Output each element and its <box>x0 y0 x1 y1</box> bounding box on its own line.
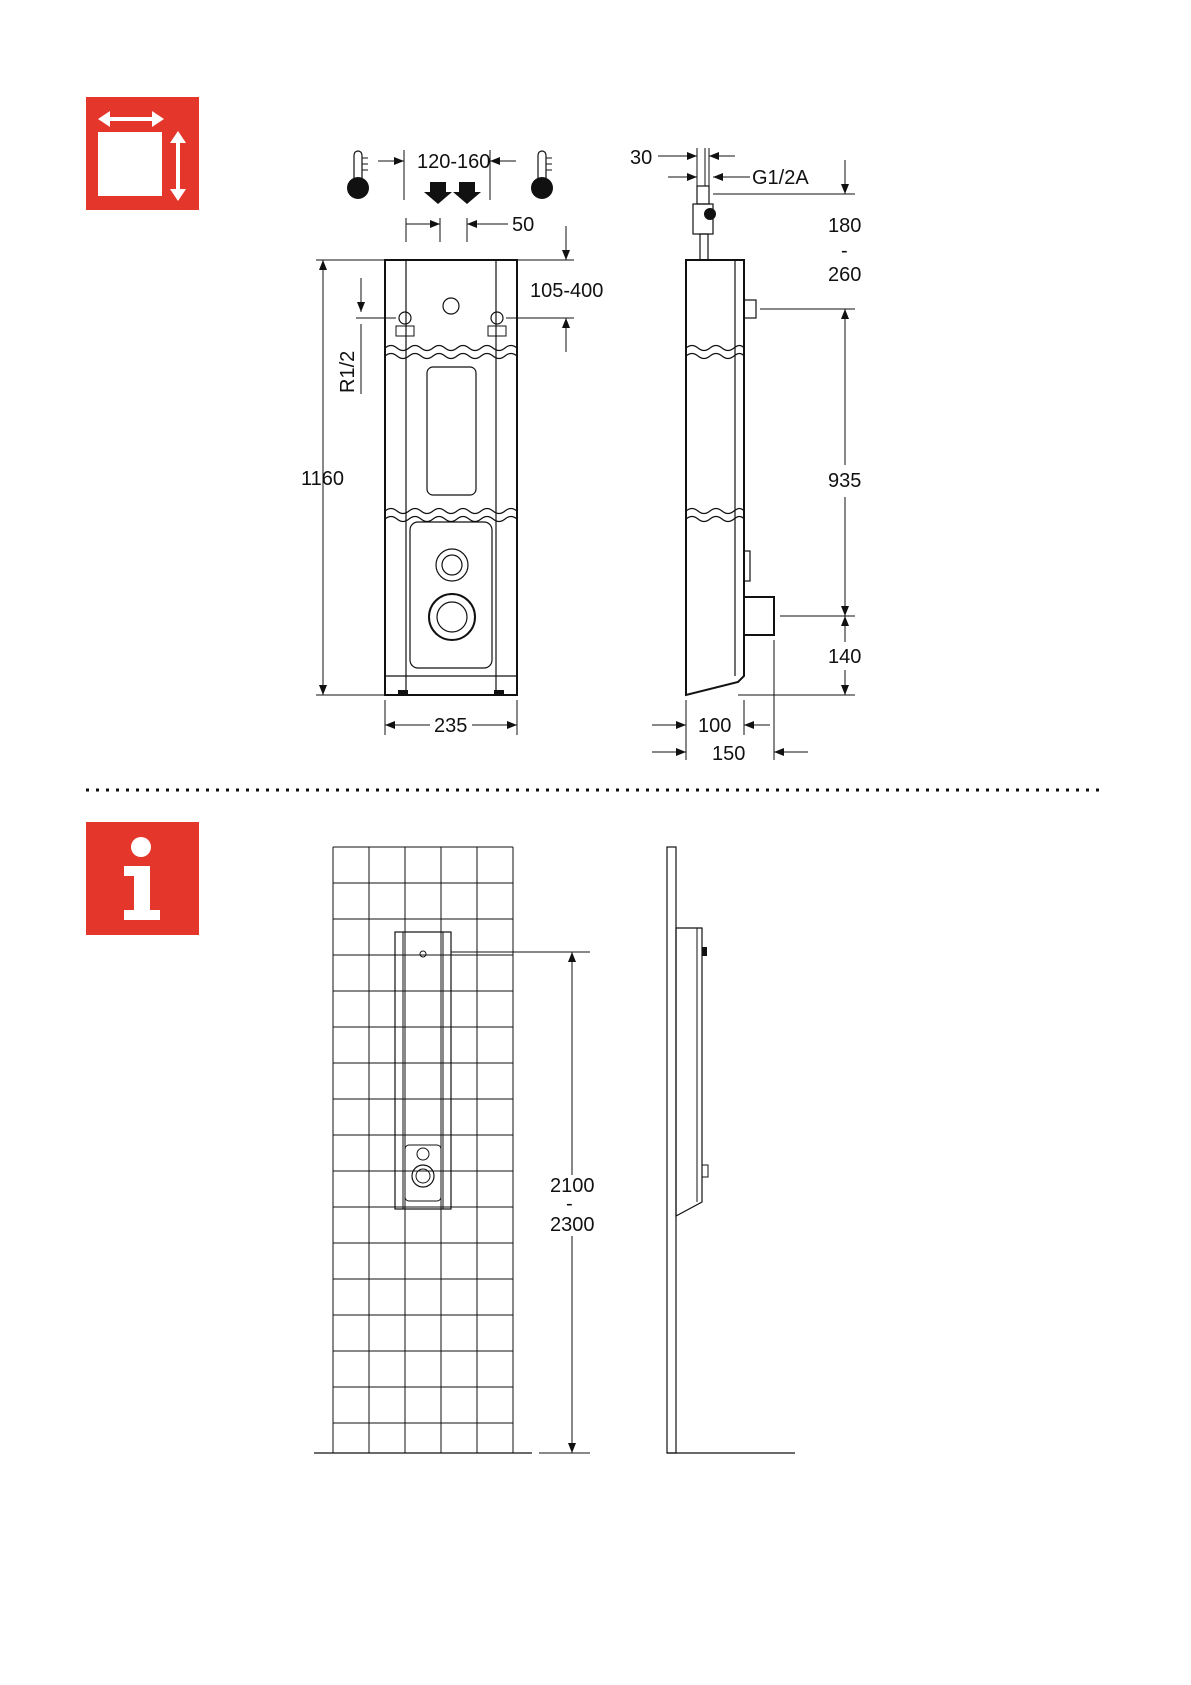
installation-side-view <box>667 847 795 1453</box>
arrow-down-icon <box>453 182 481 204</box>
dim-935: 935 <box>828 470 862 492</box>
side-view <box>630 147 861 765</box>
dim-supply-height: 105-400 <box>530 280 604 302</box>
dim-50: 50 <box>512 214 535 236</box>
installation-front-view <box>314 847 595 1453</box>
dim-100: 100 <box>698 715 732 737</box>
cold-thermometer-icon <box>531 151 553 199</box>
install-height-top: 2100 <box>550 1175 595 1197</box>
dim-height-1160: 1160 <box>301 468 345 490</box>
thread-g12a: G1/2A <box>752 167 809 189</box>
dim-range-dash: - <box>841 240 848 262</box>
install-height-bottom: 2300 <box>550 1214 595 1236</box>
install-height-dash: - <box>566 1193 573 1215</box>
dim-connection-spacing: 120-160 <box>417 151 491 173</box>
dim-range-top: 180 <box>828 215 862 237</box>
dim-140: 140 <box>828 646 862 668</box>
arrow-down-icon <box>424 182 452 204</box>
thread-r12: R1/2 <box>337 350 359 393</box>
dim-30: 30 <box>630 147 653 169</box>
front-view <box>301 150 603 737</box>
dim-150: 150 <box>712 743 746 765</box>
dim-range-bottom: 260 <box>828 264 862 286</box>
hot-thermometer-icon <box>347 151 369 199</box>
dim-width-235: 235 <box>434 715 468 737</box>
